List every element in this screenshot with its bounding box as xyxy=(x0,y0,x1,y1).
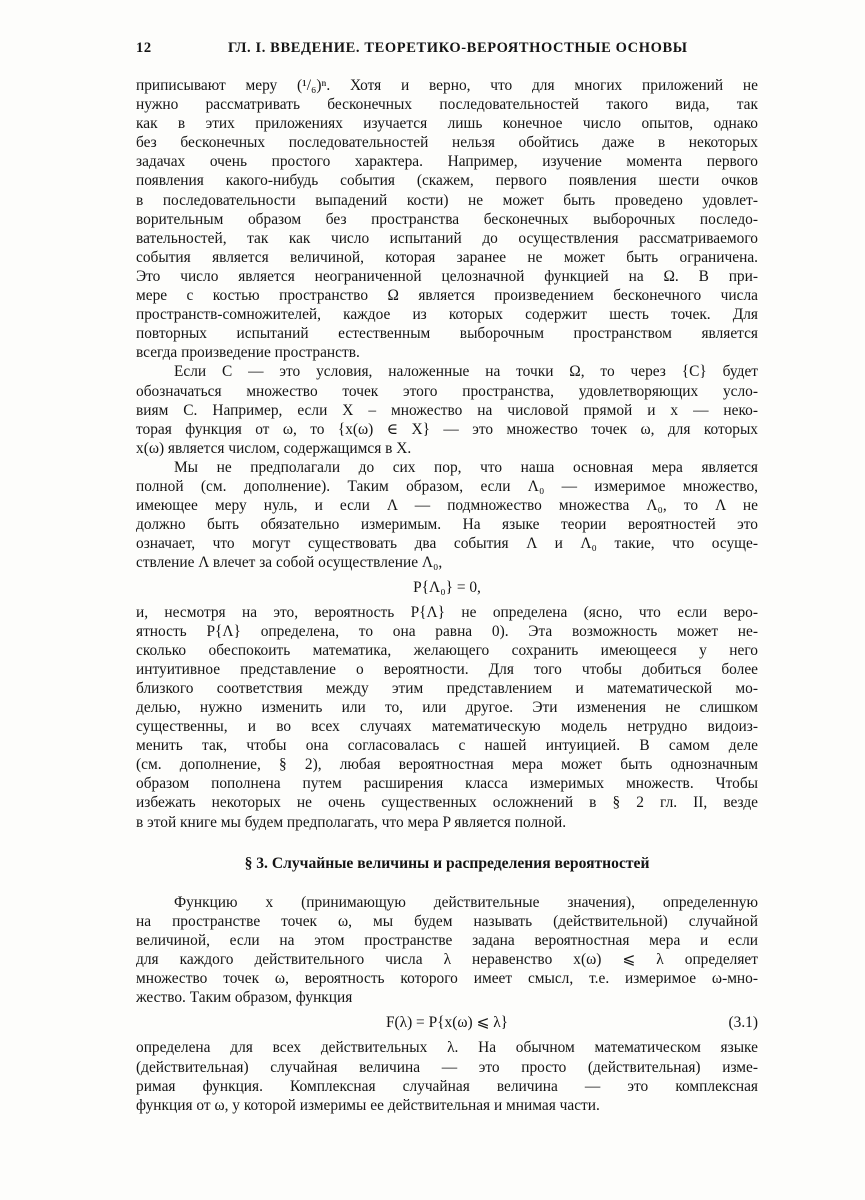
text-line: как в этих приложениях изучается лишь конечное число опытов, однако xyxy=(136,115,758,133)
text-line: существенны, и во всех случаях математическую модель нетрудно видоиз- xyxy=(136,718,758,736)
page-body xyxy=(136,76,758,1115)
text-line: задачах очень простого характера. Например, изучение момента первого xyxy=(136,153,758,171)
text-line: пространств-сомножителей, каждое из которых содержит шесть точек. Для xyxy=(136,306,758,324)
display-formula: P{Λ₀} = 0, xyxy=(413,579,481,597)
text-line: функция от ω, у которой измеримы ее действительная и мнимая части. xyxy=(136,1096,600,1114)
text-line: вательностей, так как число испытаний до осуществления рассматриваемого xyxy=(136,229,758,247)
text-line: римая функция. Комплексная случайная величина — это комплексная xyxy=(136,1077,758,1095)
numbered-formula xyxy=(136,1007,758,1038)
text-line: обозначаться множество точек этого пространства, удовлетворяющих усло- xyxy=(136,382,758,400)
text-line: ворительным образом без пространства бесконечных выборочных последо- xyxy=(136,210,758,228)
text-line: должно быть обязательно измеримым. На языке теории вероятностей это xyxy=(136,516,758,534)
text-line: события является величиной, которая заранее не может быть ограничена. xyxy=(136,248,758,266)
text-line: x(ω) является числом, содержащимся в X. xyxy=(136,439,412,457)
text-line: и, несмотря на это, вероятность P{Λ} не определена (ясно, что если веро- xyxy=(136,603,758,621)
text-line: имеющее меру нуль, и если Λ — подмножество множества Λ₀, то Λ не xyxy=(136,497,758,515)
text-line: означает, что могут существовать два события Λ и Λ₀ такие, что осуще- xyxy=(136,535,758,553)
text-line: ствление Λ влечет за собой осуществление Λ₀, xyxy=(136,554,443,572)
text-line: множество точек ω, вероятность которого имеет смысл, т.е. измеримое ω-мно- xyxy=(136,970,758,988)
text-line: появления какого-нибудь события (скажем, первого появления шести очков xyxy=(136,172,758,190)
text-line: образом пополнена путем расширения класса измеримых множеств. Чтобы xyxy=(136,775,758,793)
text-line: (см. дополнение, § 2), любая вероятностная мера может быть однозначным xyxy=(136,756,758,774)
section-heading: § 3. Случайные величины и распределения вероятностей xyxy=(244,854,650,872)
text-line: для каждого действительного числа λ неравенство x(ω) ⩽ λ определяет xyxy=(136,951,758,969)
text-line: жество. Таким образом, функция xyxy=(136,989,353,1007)
text-line: определена для всех действительных λ. На обычном математическом языке xyxy=(136,1039,758,1057)
text-line: в последовательности выпадений кости) не может быть проведено удовлет- xyxy=(136,191,758,209)
text-line: сколько обеспокоить математика, желающего сохранить имеющееся у него xyxy=(136,641,758,659)
text-line: торая функция от ω, то {x(ω) ∈ X} — это множество точек ω, для которых xyxy=(136,420,758,438)
text-line: мере с костью пространство Ω является произведением бесконечного числа xyxy=(136,287,758,305)
text-line: повторных испытаний естественным выборочным пространством является xyxy=(136,325,758,343)
paragraph-6 xyxy=(136,1038,758,1114)
text-line: нужно рассматривать бесконечных последовательностей такого вида, так xyxy=(136,96,758,114)
text-line: без бесконечных последовательностей нельзя обойтись даже в некоторых xyxy=(136,134,758,152)
text-line: приписывают меру (¹/₆)ⁿ. Хотя и верно, что для многих приложений не xyxy=(136,77,758,94)
text-line: полной (см. дополнение). Таким образом, если Λ₀ — измеримое множество, xyxy=(136,477,758,495)
paragraph-3 xyxy=(136,458,758,573)
text-line: Если C — это условия, наложенные на точки Ω, то через {C} будет xyxy=(174,363,758,381)
page-number: 12 xyxy=(136,40,152,56)
paragraph-5 xyxy=(136,893,758,1008)
text-line: на пространстве точек ω, мы будем называть (действительной) случайной xyxy=(136,912,758,930)
text-line: в этой книге мы будем предполагать, что мера P является полной. xyxy=(136,813,567,831)
text-line: избежать некоторых не очень существенных осложнений в § 2 гл. II, везде xyxy=(136,794,758,812)
text-line: интуитивное представление о вероятности. Для того чтобы добиться более xyxy=(136,660,758,678)
equation-number: (3.1) xyxy=(728,1014,758,1032)
text-line: всегда произведение пространств. xyxy=(136,344,360,362)
running-header xyxy=(136,40,756,64)
formula-expression: F(λ) = P{x(ω) ⩽ λ} xyxy=(385,1014,509,1032)
running-title: ГЛ. I. ВВЕДЕНИЕ. ТЕОРЕТИКО-ВЕРОЯТНОСТНЫЕ ОСНОВЫ xyxy=(228,40,688,56)
text-line: Функцию x (принимающую действительные значения), определенную xyxy=(174,893,758,911)
paragraph-1 xyxy=(136,76,758,362)
text-line: Мы не предполагали до сих пор, что наша основная мера является xyxy=(174,458,758,476)
text-line: ятность P{Λ} определена, то она равна 0). Эта возможность может не- xyxy=(136,622,758,640)
text-line: близкого соответствия между этим представлением и математической мо- xyxy=(136,679,758,697)
text-line: Это число является неограниченной целозначной функцией на Ω. В при- xyxy=(136,267,758,285)
text-line: виям C. Например, если X – множество на числовой прямой и x — неко- xyxy=(136,401,758,419)
text-line: менить так, чтобы она согласовалась с нашей интуицией. В самом деле xyxy=(136,737,758,755)
text-line: величиной, если на этом пространстве задана вероятностная мера и если xyxy=(136,931,758,949)
text-line: (действительная) случайная величина — это просто (действительная) изме- xyxy=(136,1058,758,1076)
paragraph-4 xyxy=(136,603,758,832)
text-line: делью, нужно изменить или то, или другое. Эти изменения не слишком xyxy=(136,699,758,716)
paragraph-2 xyxy=(136,362,758,457)
